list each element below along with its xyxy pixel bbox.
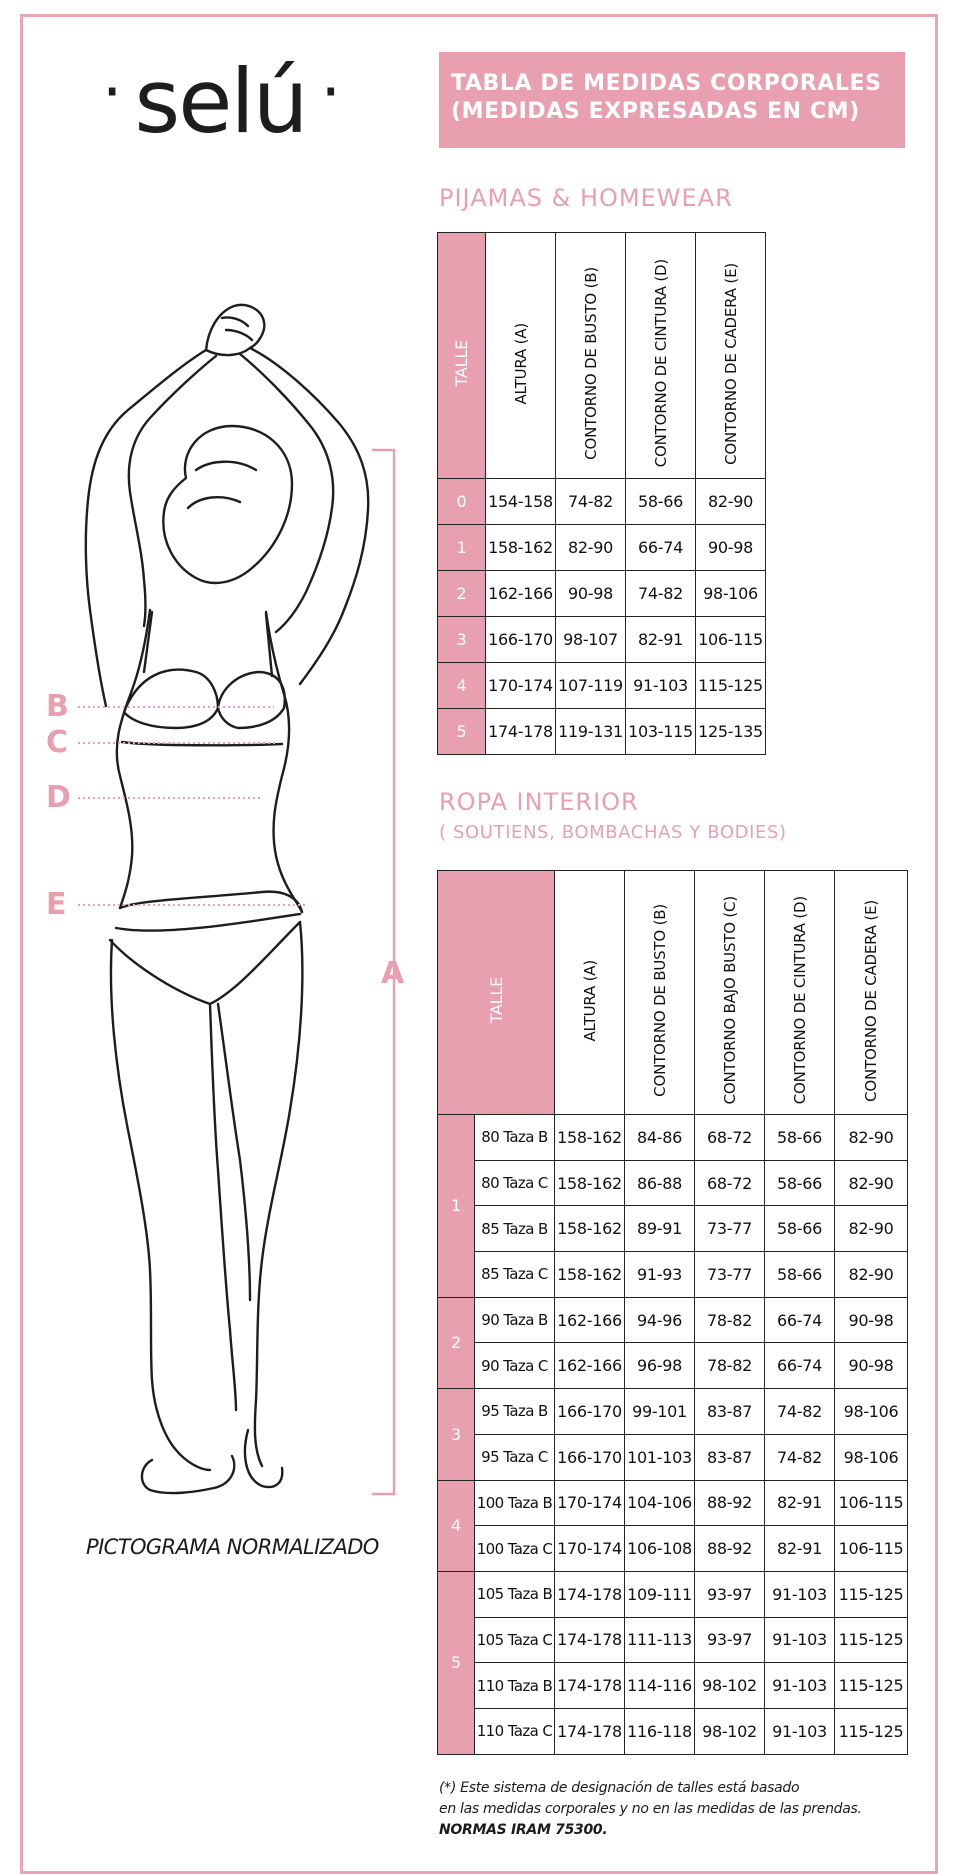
size-cell: 110 Taza B xyxy=(475,1663,555,1709)
table-cell: 93-97 xyxy=(695,1571,765,1617)
label-c: C xyxy=(46,725,69,760)
size-cell: 105 Taza C xyxy=(475,1617,555,1663)
table-cell: 66-74 xyxy=(626,525,696,571)
talle-group-cell: 2 xyxy=(438,1297,475,1388)
table-cell: 174-178 xyxy=(486,709,556,755)
size-cell: 80 Taza B xyxy=(475,1115,555,1161)
ropa-table-row xyxy=(438,1526,908,1572)
table-cell: 107-119 xyxy=(556,663,626,709)
pijamas-header-talle: TALLE xyxy=(438,233,486,479)
pijamas-table-row xyxy=(438,663,766,709)
size-cell: 110 Taza C xyxy=(475,1708,555,1754)
talle-cell: 0 xyxy=(438,479,486,525)
size-cell: 100 Taza C xyxy=(475,1526,555,1572)
table-cell: 125-135 xyxy=(696,709,766,755)
table-cell: 82-90 xyxy=(696,479,766,525)
table-cell: 119-131 xyxy=(556,709,626,755)
table-cell: 98-107 xyxy=(556,617,626,663)
pijamas-table xyxy=(437,232,766,755)
table-cell: 98-106 xyxy=(835,1389,908,1435)
table-cell: 66-74 xyxy=(765,1297,835,1343)
table-cell: 174-178 xyxy=(555,1617,625,1663)
table-cell: 74-82 xyxy=(765,1434,835,1480)
right-arm-inner xyxy=(240,354,333,632)
table-cell: 170-174 xyxy=(555,1480,625,1526)
table-cell: 68-72 xyxy=(695,1160,765,1206)
table-cell: 82-90 xyxy=(835,1206,908,1252)
table-cell: 58-66 xyxy=(765,1206,835,1252)
table-cell: 116-118 xyxy=(625,1708,695,1754)
table-cell: 158-162 xyxy=(555,1160,625,1206)
table-title-banner xyxy=(439,52,905,148)
ropa-table-row xyxy=(438,1160,908,1206)
table-cell: 115-125 xyxy=(835,1663,908,1709)
table-cell: 73-77 xyxy=(695,1252,765,1298)
pijamas-table-row xyxy=(438,571,766,617)
pijamas-table-row xyxy=(438,617,766,663)
table-cell: 115-125 xyxy=(835,1617,908,1663)
table-cell: 83-87 xyxy=(695,1389,765,1435)
table-cell: 90-98 xyxy=(696,525,766,571)
table-cell: 82-91 xyxy=(765,1480,835,1526)
table-cell: 82-90 xyxy=(556,525,626,571)
table-cell: 58-66 xyxy=(626,479,696,525)
footnote-norm: NORMAS IRAM 75300. xyxy=(439,1822,608,1838)
ropa-table-row xyxy=(438,1480,908,1526)
talle-cell: 4 xyxy=(438,663,486,709)
table-cell: 103-115 xyxy=(626,709,696,755)
ropa-subtitle: ( SOUTIENS, BOMBACHAS Y BODIES) xyxy=(439,822,787,843)
pijamas-header-cintura: CONTORNO DE CINTURA (D) xyxy=(626,233,696,479)
table-cell: 91-103 xyxy=(765,1708,835,1754)
table-cell: 170-174 xyxy=(486,663,556,709)
table-cell: 98-102 xyxy=(695,1708,765,1754)
pijamas-table-row xyxy=(438,709,766,755)
right-leg-outer xyxy=(255,922,303,1466)
briefs-leg xyxy=(110,922,300,1004)
ropa-table xyxy=(437,870,908,1755)
ropa-table-row xyxy=(438,1343,908,1389)
table-cell: 74-82 xyxy=(556,479,626,525)
ropa-table-row xyxy=(438,1663,908,1709)
footnote-line-1: (*) Este sistema de designación de talles está basado xyxy=(439,1780,800,1796)
table-cell: 89-91 xyxy=(625,1206,695,1252)
size-cell: 90 Taza B xyxy=(475,1297,555,1343)
label-e: E xyxy=(46,887,67,922)
brand-logo: · selú · xyxy=(102,50,339,153)
table-cell: 158-162 xyxy=(555,1252,625,1298)
label-a: A xyxy=(381,956,405,991)
talle-cell: 2 xyxy=(438,571,486,617)
ropa-header-altura: ALTURA (A) xyxy=(555,871,625,1115)
talle-cell: 5 xyxy=(438,709,486,755)
footnote xyxy=(439,1778,862,1841)
ropa-table-row xyxy=(438,1252,908,1298)
table-cell: 88-92 xyxy=(695,1480,765,1526)
size-cell: 95 Taza C xyxy=(475,1434,555,1480)
table-cell: 91-103 xyxy=(626,663,696,709)
table-cell: 166-170 xyxy=(555,1389,625,1435)
pijamas-table-row xyxy=(438,525,766,571)
table-cell: 82-91 xyxy=(626,617,696,663)
table-cell: 88-92 xyxy=(695,1526,765,1572)
table-cell: 111-113 xyxy=(625,1617,695,1663)
talle-cell: 3 xyxy=(438,617,486,663)
ropa-table-row xyxy=(438,1389,908,1435)
label-b: B xyxy=(46,689,69,724)
footnote-line-2: en las medidas corporales y no en las medidas de las prendas. xyxy=(439,1801,862,1817)
table-cell: 82-90 xyxy=(835,1160,908,1206)
table-cell: 90-98 xyxy=(835,1343,908,1389)
pijamas-header-busto: CONTORNO DE BUSTO (B) xyxy=(556,233,626,479)
table-cell: 83-87 xyxy=(695,1434,765,1480)
table-cell: 154-158 xyxy=(486,479,556,525)
torso-right xyxy=(266,612,302,912)
left-leg-outer xyxy=(111,940,210,1470)
table-cell: 104-106 xyxy=(625,1480,695,1526)
table-cell: 115-125 xyxy=(835,1708,908,1754)
pijamas-title: PIJAMAS & HOMEWEAR xyxy=(439,184,733,212)
pijamas-table-row xyxy=(438,479,766,525)
table-cell: 106-115 xyxy=(835,1480,908,1526)
size-cell: 90 Taza C xyxy=(475,1343,555,1389)
table-cell: 99-101 xyxy=(625,1389,695,1435)
table-cell: 158-162 xyxy=(555,1115,625,1161)
ropa-header-cintura: CONTORNO DE CINTURA (D) xyxy=(765,871,835,1115)
table-cell: 94-96 xyxy=(625,1297,695,1343)
table-cell: 98-106 xyxy=(835,1434,908,1480)
ropa-header-talle: TALLE xyxy=(438,871,555,1115)
table-cell: 91-103 xyxy=(765,1571,835,1617)
table-cell: 101-103 xyxy=(625,1434,695,1480)
table-cell: 90-98 xyxy=(835,1297,908,1343)
table-cell: 78-82 xyxy=(695,1343,765,1389)
bra-straps xyxy=(144,612,272,676)
table-cell: 162-166 xyxy=(555,1343,625,1389)
table-cell: 170-174 xyxy=(555,1526,625,1572)
briefs-top xyxy=(120,892,302,912)
table-cell: 114-116 xyxy=(625,1663,695,1709)
table-cell: 91-103 xyxy=(765,1663,835,1709)
talle-group-cell: 3 xyxy=(438,1389,475,1480)
table-cell: 90-98 xyxy=(556,571,626,617)
size-cell: 85 Taza B xyxy=(475,1206,555,1252)
table-cell: 73-77 xyxy=(695,1206,765,1252)
right-foot xyxy=(245,1430,282,1487)
talle-group-cell: 1 xyxy=(438,1115,475,1298)
size-cell: 105 Taza B xyxy=(475,1571,555,1617)
table-cell: 68-72 xyxy=(695,1115,765,1161)
table-cell: 82-90 xyxy=(835,1115,908,1161)
table-cell: 162-166 xyxy=(486,571,556,617)
bra-cup-left xyxy=(124,670,218,728)
talle-group-cell: 4 xyxy=(438,1480,475,1571)
table-cell: 91-93 xyxy=(625,1252,695,1298)
table-cell: 78-82 xyxy=(695,1297,765,1343)
talle-cell: 1 xyxy=(438,525,486,571)
table-cell: 174-178 xyxy=(555,1663,625,1709)
ropa-header-busto: CONTORNO DE BUSTO (B) xyxy=(625,871,695,1115)
pictogram-caption: PICTOGRAMA NORMALIZADO xyxy=(86,1535,379,1559)
label-d: D xyxy=(46,780,71,815)
table-cell: 96-98 xyxy=(625,1343,695,1389)
table-cell: 158-162 xyxy=(486,525,556,571)
table-cell: 115-125 xyxy=(696,663,766,709)
table-cell: 106-115 xyxy=(835,1526,908,1572)
table-cell: 174-178 xyxy=(555,1708,625,1754)
table-cell: 66-74 xyxy=(765,1343,835,1389)
table-cell: 166-170 xyxy=(486,617,556,663)
table-cell: 93-97 xyxy=(695,1617,765,1663)
size-cell: 100 Taza B xyxy=(475,1480,555,1526)
pijamas-header-cadera: CONTORNO DE CADERA (E) xyxy=(696,233,766,479)
ropa-header-cadera: CONTORNO DE CADERA (E) xyxy=(835,871,908,1115)
table-cell: 158-162 xyxy=(555,1206,625,1252)
table-cell: 58-66 xyxy=(765,1160,835,1206)
talle-group-cell: 5 xyxy=(438,1571,475,1754)
size-cell: 80 Taza C xyxy=(475,1160,555,1206)
head-outline xyxy=(163,426,292,583)
table-cell: 174-178 xyxy=(555,1571,625,1617)
title-line-2: (MEDIDAS EXPRESADAS EN CM) xyxy=(451,99,860,124)
ropa-table-row xyxy=(438,1297,908,1343)
table-cell: 58-66 xyxy=(765,1252,835,1298)
table-cell: 74-82 xyxy=(626,571,696,617)
table-cell: 98-106 xyxy=(696,571,766,617)
ropa-table-row xyxy=(438,1617,908,1663)
table-cell: 58-66 xyxy=(765,1115,835,1161)
size-cell: 95 Taza B xyxy=(475,1389,555,1435)
table-cell: 166-170 xyxy=(555,1434,625,1480)
table-cell: 106-115 xyxy=(696,617,766,663)
ropa-table-row xyxy=(438,1434,908,1480)
table-cell: 84-86 xyxy=(625,1115,695,1161)
table-cell: 74-82 xyxy=(765,1389,835,1435)
table-cell: 115-125 xyxy=(835,1571,908,1617)
ropa-table-row xyxy=(438,1115,908,1161)
table-cell: 86-88 xyxy=(625,1160,695,1206)
table-cell: 162-166 xyxy=(555,1297,625,1343)
ropa-table-row xyxy=(438,1708,908,1754)
table-cell: 91-103 xyxy=(765,1617,835,1663)
pijamas-header-altura: ALTURA (A) xyxy=(486,233,556,479)
table-cell: 82-91 xyxy=(765,1526,835,1572)
body-pictogram xyxy=(40,290,420,1520)
pijamas-header-row xyxy=(438,233,766,479)
table-cell: 106-108 xyxy=(625,1526,695,1572)
torso-left xyxy=(117,610,150,908)
table-cell: 109-111 xyxy=(625,1571,695,1617)
ropa-header-row xyxy=(438,871,908,1115)
ropa-title: ROPA INTERIOR xyxy=(439,788,639,816)
table-cell: 82-90 xyxy=(835,1252,908,1298)
size-cell: 85 Taza C xyxy=(475,1252,555,1298)
left-leg-inner xyxy=(210,1004,236,1410)
table-cell: 98-102 xyxy=(695,1663,765,1709)
ropa-table-row xyxy=(438,1206,908,1252)
ropa-header-bajo-busto: CONTORNO BAJO BUSTO (C) xyxy=(695,871,765,1115)
title-line-1: TABLA DE MEDIDAS CORPORALES xyxy=(451,71,882,96)
ropa-table-row xyxy=(438,1571,908,1617)
